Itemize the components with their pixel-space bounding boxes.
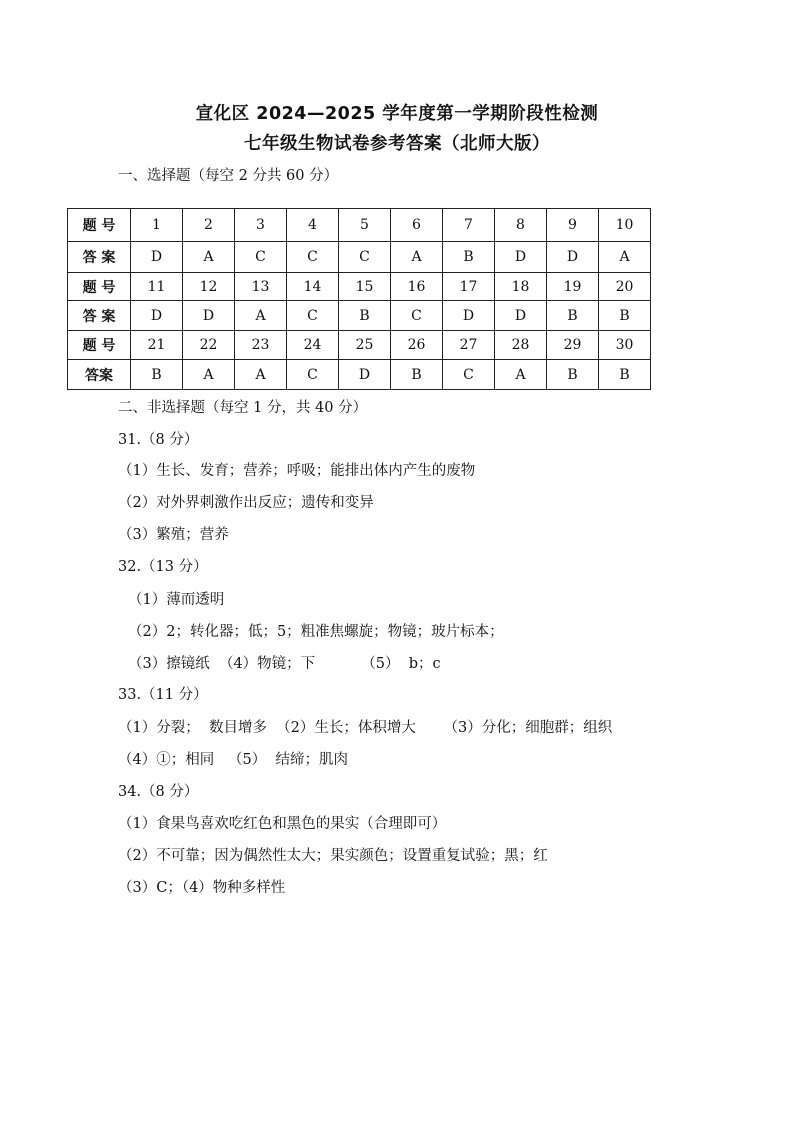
row-label: 题 号 [68, 273, 131, 301]
table-cell: D [495, 301, 547, 331]
table-cell: 19 [547, 273, 599, 301]
q31-line: （1）生长、发育；营养；呼吸；能排出体内产生的废物 [118, 463, 476, 479]
table-cell: 16 [391, 273, 443, 301]
table-cell: 1 [131, 209, 183, 242]
table-cell: 3 [235, 209, 287, 242]
table-cell: D [183, 301, 235, 331]
table-cell: A [235, 360, 287, 390]
table-cell: 25 [339, 331, 391, 360]
row-label: 题 号 [68, 331, 131, 360]
table-cell: C [391, 301, 443, 331]
table-row [68, 301, 651, 331]
q34-line: （2）不可靠；因为偶然性太大；果实颜色；设置重复试验；黑；红 [118, 848, 548, 864]
table-cell: C [287, 301, 339, 331]
table-cell: C [339, 242, 391, 273]
table-cell: D [547, 242, 599, 273]
document-title-line1: 宣化区 2024—2025 学年度第一学期阶段性检测 [195, 104, 599, 124]
table-cell: C [287, 360, 339, 390]
q34-line: （1）食果鸟喜欢吃红色和黑色的果实（合理即可） [118, 816, 447, 832]
table-cell: 8 [495, 209, 547, 242]
q33-line: （4）①；相同 （5） 结缔；肌肉 [118, 752, 348, 768]
table-cell: B [599, 301, 651, 331]
table-cell: 26 [391, 331, 443, 360]
table-cell: B [131, 360, 183, 390]
document-title-line2: 七年级生物试卷参考答案（北师大版） [244, 134, 550, 154]
table-cell: A [183, 360, 235, 390]
row-label: 题 号 [68, 209, 131, 242]
table-cell: B [443, 242, 495, 273]
table-cell: C [235, 242, 287, 273]
table-cell: 28 [495, 331, 547, 360]
table-row [68, 360, 651, 390]
q34-title: 34.（8 分） [118, 784, 199, 800]
table-cell: A [183, 242, 235, 273]
table-cell: 5 [339, 209, 391, 242]
table-cell: A [391, 242, 443, 273]
table-cell: 14 [287, 273, 339, 301]
answer-table [67, 208, 651, 390]
table-row [68, 331, 651, 360]
table-cell: 6 [391, 209, 443, 242]
table-cell: 27 [443, 331, 495, 360]
table-cell: A [235, 301, 287, 331]
table-cell: C [443, 360, 495, 390]
table-cell: D [339, 360, 391, 390]
table-cell: 7 [443, 209, 495, 242]
q33-title: 33.（11 分） [118, 687, 208, 703]
table-row [68, 273, 651, 301]
table-cell: 21 [131, 331, 183, 360]
table-cell: 29 [547, 331, 599, 360]
row-label: 答案 [68, 360, 131, 390]
table-cell: B [547, 360, 599, 390]
q32-line: （1）薄而透明 [128, 592, 225, 608]
q32-title: 32.（13 分） [118, 559, 208, 575]
q31-line: （3）繁殖；营养 [118, 527, 229, 543]
table-cell: 23 [235, 331, 287, 360]
table-cell: C [287, 242, 339, 273]
q31-title: 31.（8 分） [118, 432, 199, 448]
table-cell: 13 [235, 273, 287, 301]
table-cell: 2 [183, 209, 235, 242]
section1-heading: 一、选择题（每空 2 分共 60 分） [118, 168, 339, 184]
table-cell: A [599, 242, 651, 273]
q33-line: （1）分裂； 数目增多 （2）生长；体积增大 （3）分化；细胞群；组织 [118, 720, 613, 736]
table-cell: D [495, 242, 547, 273]
row-label: 答 案 [68, 301, 131, 331]
table-cell: B [339, 301, 391, 331]
q32-line: （2）2；转化器；低；5；粗准焦螺旋；物镜；玻片标本； [128, 624, 504, 640]
q34-line: （3）C；（4）物种多样性 [118, 880, 286, 896]
section2-heading: 二、非选择题（每空 1 分，共 40 分） [118, 400, 368, 416]
table-cell: D [443, 301, 495, 331]
row-label: 答 案 [68, 242, 131, 273]
table-cell: D [131, 242, 183, 273]
table-cell: D [131, 301, 183, 331]
q31-line: （2）对外界刺激作出反应；遗传和变异 [118, 495, 374, 511]
table-cell: 4 [287, 209, 339, 242]
table-row [68, 242, 651, 273]
table-row [68, 209, 651, 242]
table-cell: 9 [547, 209, 599, 242]
table-cell: 22 [183, 331, 235, 360]
table-cell: 11 [131, 273, 183, 301]
table-cell: 24 [287, 331, 339, 360]
table-cell: A [495, 360, 547, 390]
table-cell: B [391, 360, 443, 390]
table-cell: 20 [599, 273, 651, 301]
table-cell: 30 [599, 331, 651, 360]
table-cell: 12 [183, 273, 235, 301]
table-cell: B [599, 360, 651, 390]
table-cell: 17 [443, 273, 495, 301]
table-cell: 15 [339, 273, 391, 301]
q32-line: （3）擦镜纸 （4）物镜；下 （5） b；c [128, 656, 441, 672]
table-cell: B [547, 301, 599, 331]
table-cell: 10 [599, 209, 651, 242]
table-cell: 18 [495, 273, 547, 301]
